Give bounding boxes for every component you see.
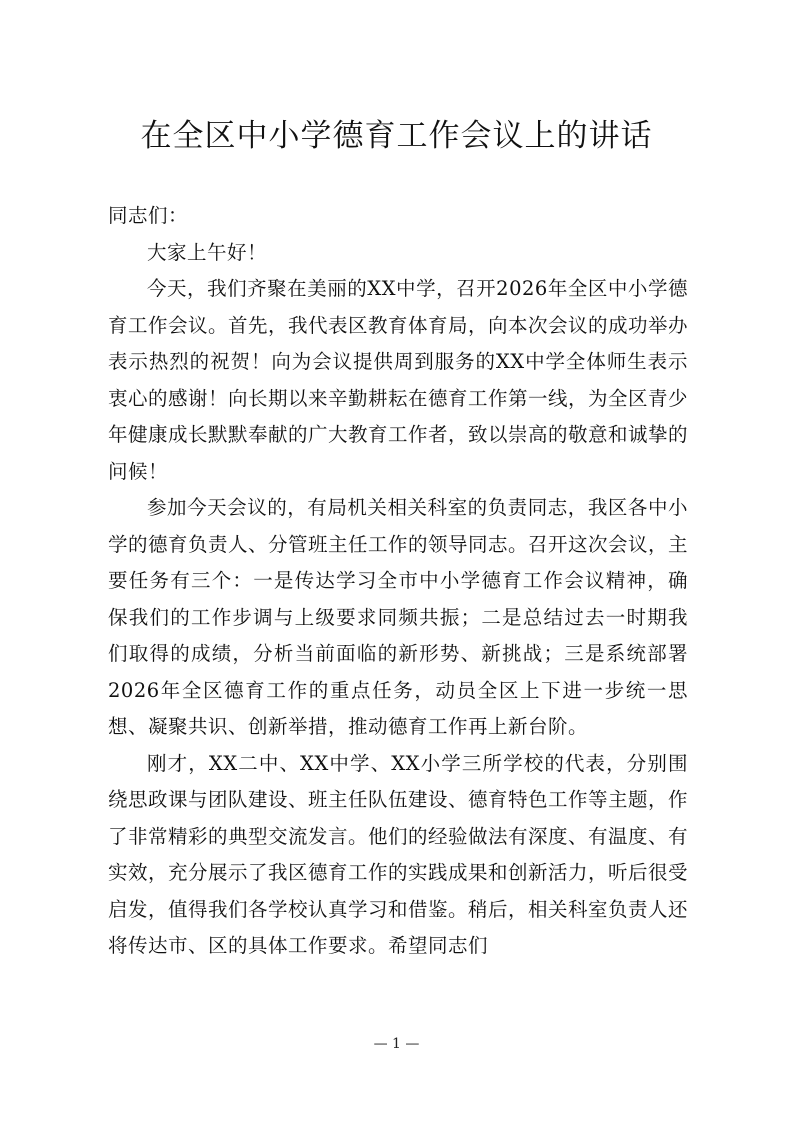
document-title: 在全区中小学德育工作会议上的讲话 <box>140 118 653 154</box>
greeting: 大家上午好！ <box>147 240 268 264</box>
task-third-text: 系统部署2026年全区德育工作的重点任务，动员全区上下进一步统一思想、凝聚共识、创新举措，推动德育工作再上新台阶。 <box>108 642 688 738</box>
page-number: — 1 — <box>373 1036 420 1052</box>
paragraph-tasks <box>108 490 688 746</box>
task-label-second: 二是 <box>480 605 523 629</box>
task-first-text: 传达学习全市中小学德育工作会议精神，确保我们的工作步调与上级要求同频共振； <box>108 569 688 629</box>
task-label-third: 三是 <box>563 642 606 665</box>
paragraph-exchange: 刚才，XX二中、XX中学、XX小学三所学校的代表，分别围绕思政课与团队建设、班主任队伍建设、德育特色工作等主题，作了非常精彩的典型交流发言。他们的经验做法有深度、有温度、有实效，充分展示了我区德育工作的实践成果和创新活力，听后很受启发，值得我们各学校认真学习和借鉴。稍后，相关科室负责人还将传达市、区的具体工作要求。希望同志们 <box>108 751 689 957</box>
paragraph-opening: 今天，我们齐聚在美丽的XX中学，召开2026年全区中小学德育工作会议。首先，我代表区教育体育局，向本次会议的成功举办表示热烈的祝贺！向为会议提供周到服务的XX中学全体师生表示衷心的感谢！向长期以来辛勤耕耘在德育工作第一线，为全区青少年健康成长默默奉献的广大教育工作者，致以崇高的敬意和诚挚的问候！ <box>108 277 689 483</box>
task-second-text: 总结过去一时期我们取得的成绩，分析当前面临的新形势、新挑战； <box>108 605 688 665</box>
task-label-first: 一是 <box>253 569 295 592</box>
paragraph-tasks-intro: 参加今天会议的，有局机关相关科室的负责同志，我区各中小学的德育负责人、分管班主任工作的领导同志。召开这次会议，主要任务有三个： <box>108 496 689 592</box>
document-body <box>108 198 688 965</box>
salutation: 同志们： <box>108 204 189 227</box>
